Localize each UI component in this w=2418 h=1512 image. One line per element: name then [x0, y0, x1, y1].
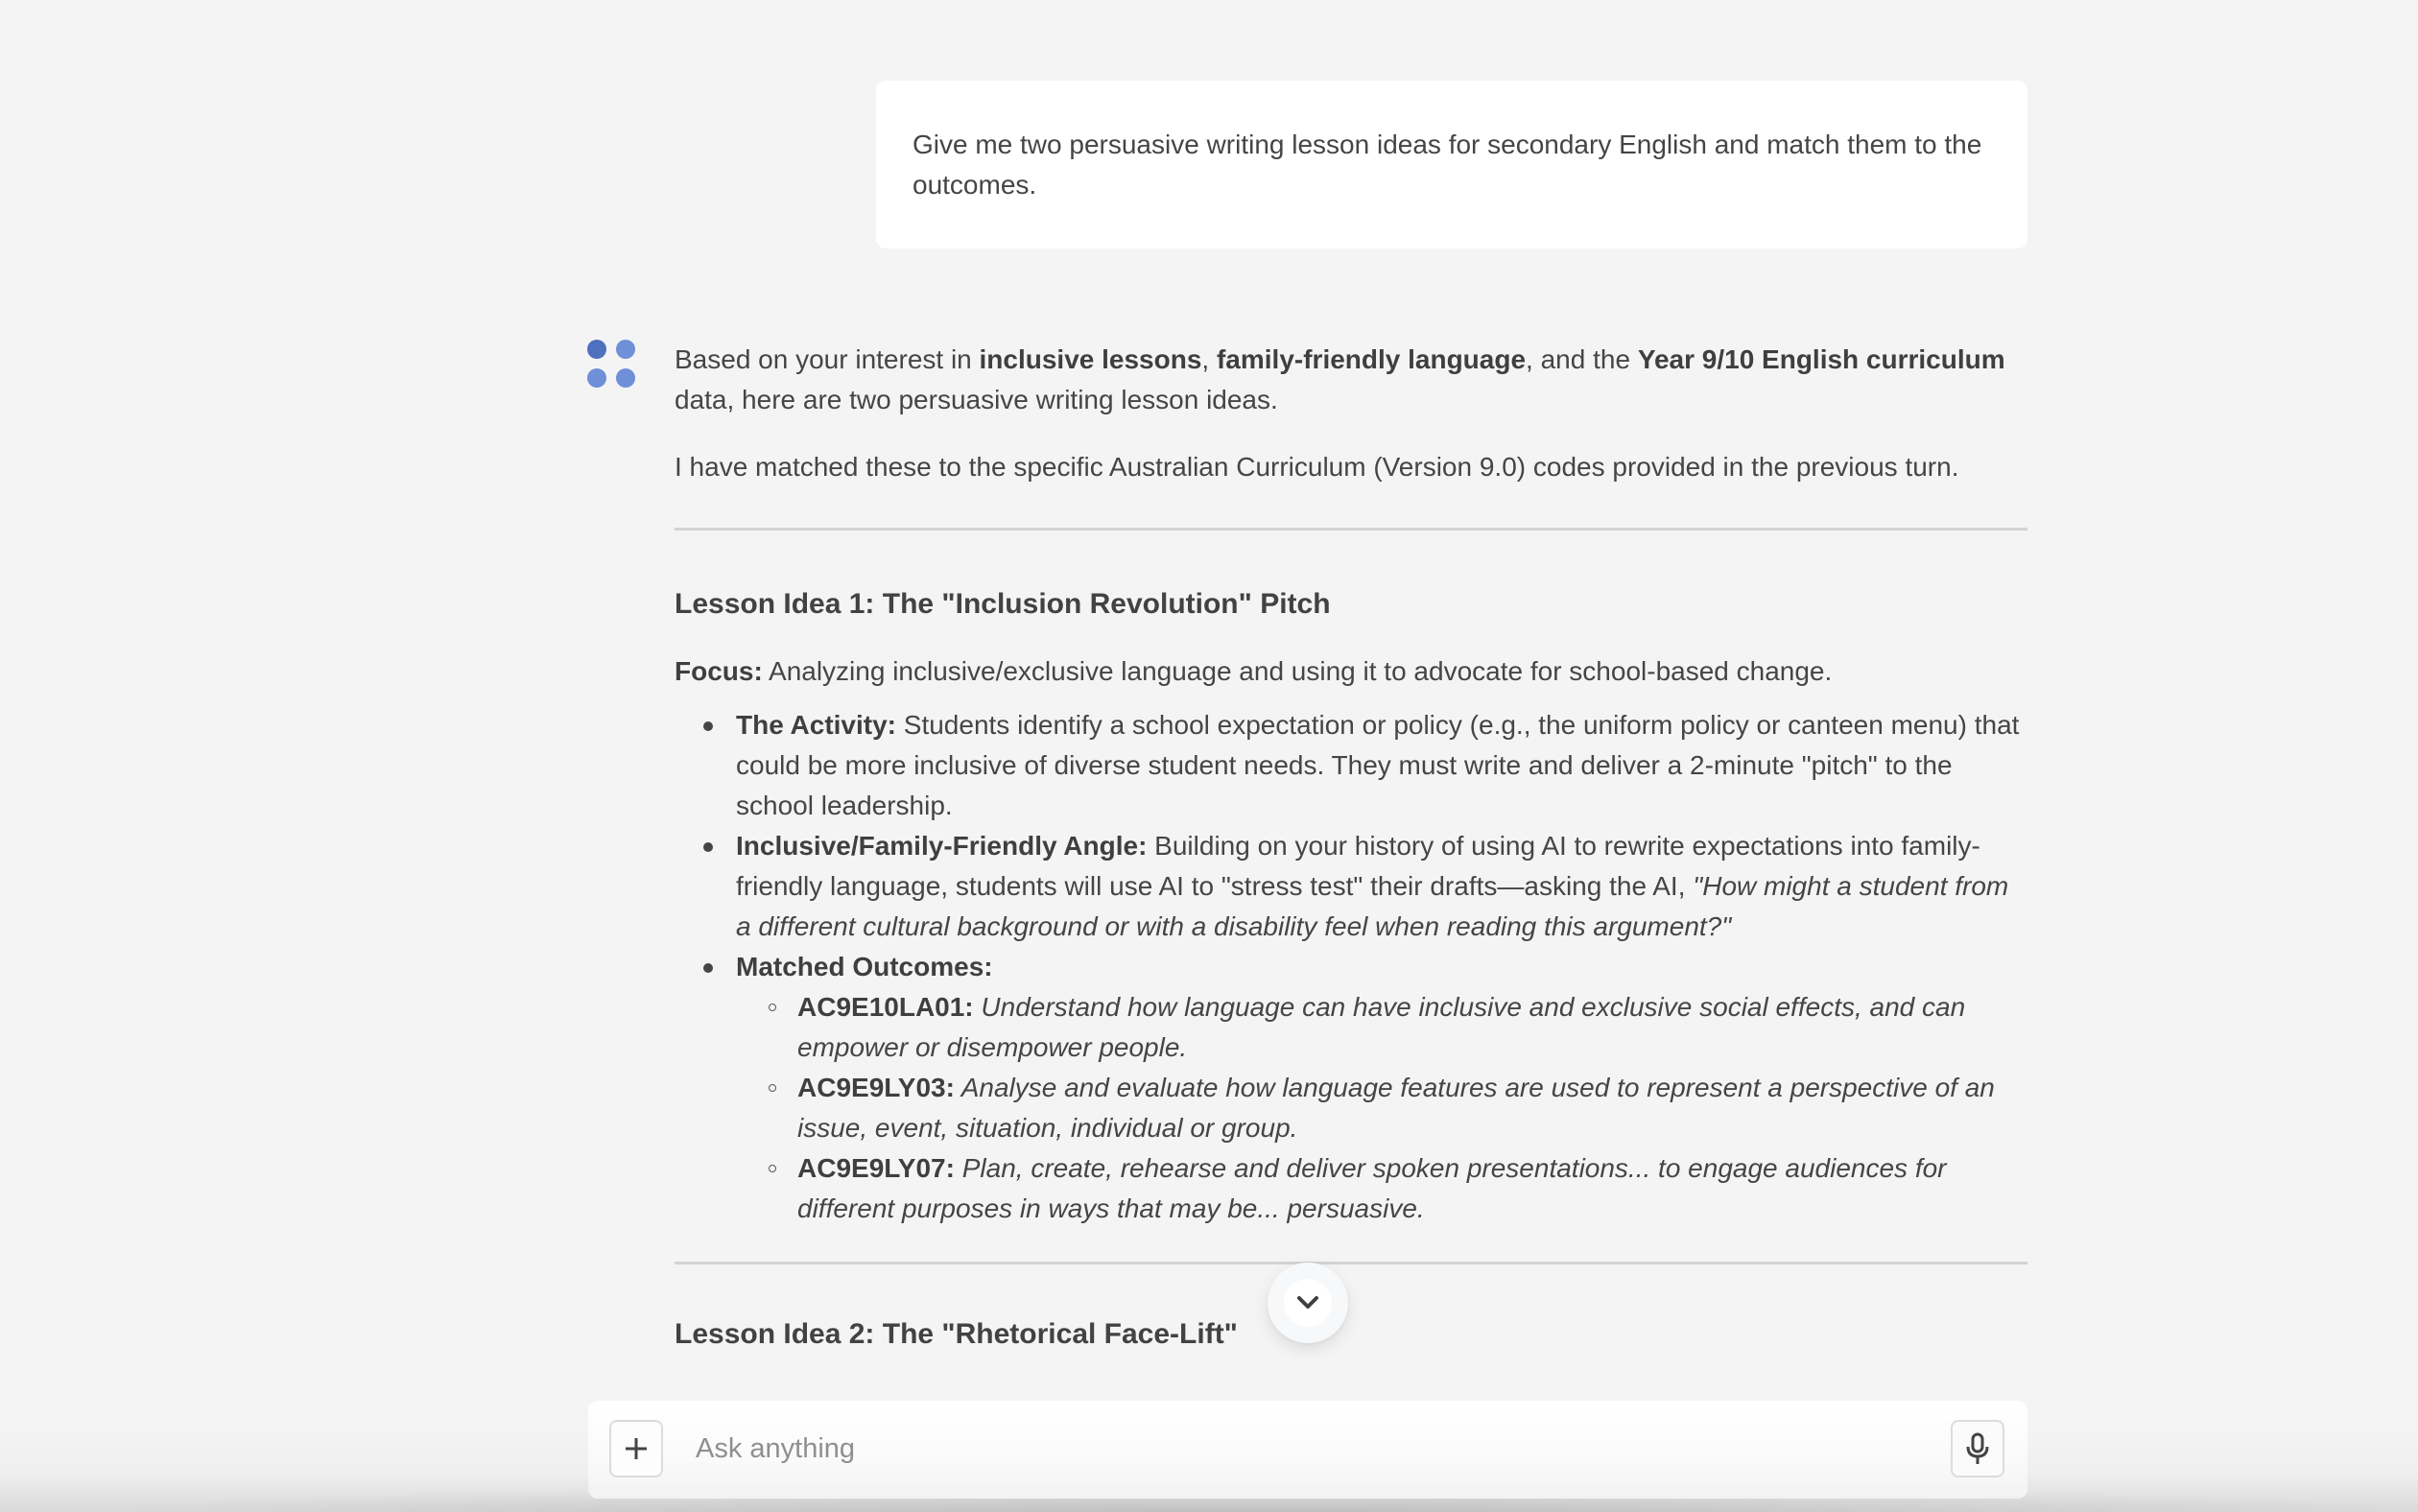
- outcome-code: AC9E9LY07:: [797, 1153, 955, 1183]
- outcome-code: AC9E9LY03:: [797, 1073, 955, 1102]
- divider: [675, 528, 2027, 531]
- user-message-text: Give me two persuasive writing lesson ideas for secondary English and match them to the outcomes.: [913, 130, 1982, 200]
- assistant-avatar-icon: [587, 340, 637, 390]
- outcome-item: [797, 987, 2027, 1068]
- note-paragraph: I have matched these to the specific Australian Curriculum (Version 9.0) codes provided in the previous turn.: [675, 452, 1959, 482]
- voice-input-button[interactable]: [1951, 1420, 2004, 1477]
- avatar-dot: [616, 340, 635, 359]
- lesson-1-focus: [675, 651, 2027, 692]
- bullet-text: Students identify a school expectation or policy (e.g., the uniform policy or canteen menu) that could be more inclusive of diverse student needs. They must write and deliver a 2-minute "pitch" to the school leadership.: [736, 710, 2020, 820]
- avatar-dot: [616, 368, 635, 388]
- lesson-1-bullets: [675, 705, 2027, 1229]
- assistant-message: [675, 340, 2027, 1355]
- outcome-item: [797, 1148, 2027, 1229]
- outcomes-list: [736, 987, 2027, 1229]
- outcome-item: [797, 1068, 2027, 1148]
- intro-text: data, here are two persuasive writing lesson ideas.: [675, 385, 1278, 414]
- focus-label: Focus:: [675, 656, 763, 686]
- outcome-text: Understand how language can have inclusive and exclusive social effects, and can empower or disempower people.: [797, 992, 1966, 1062]
- intro-paragraph: [675, 340, 2027, 420]
- bullet-activity: [736, 705, 2027, 826]
- intro-text: , and the: [1526, 344, 1638, 374]
- chevron-down-icon: [1295, 1294, 1320, 1311]
- intro-bold-curriculum: Year 9/10 English curriculum: [1637, 344, 2005, 374]
- bullet-italic-question: "How might a student from a different cultural background or with a disability feel when reading this argument?": [736, 871, 2009, 941]
- bullet-inclusive-angle: [736, 826, 2027, 947]
- scroll-to-bottom-button[interactable]: [1268, 1263, 1348, 1343]
- avatar-dot: [587, 340, 606, 359]
- plus-icon: [624, 1436, 649, 1461]
- outcome-code: AC9E10LA01:: [797, 992, 974, 1022]
- focus-text: Analyzing inclusive/exclusive language and using it to advocate for school-based change.: [762, 656, 1833, 686]
- bullet-text: Building on your history of using AI to rewrite expectations into family-friendly language, students will use AI to "stress test" their drafts—asking the AI,: [736, 831, 1980, 901]
- bullet-label: Inclusive/Family-Friendly Angle:: [736, 831, 1148, 861]
- intro-bold-family-friendly: family-friendly language: [1216, 344, 1527, 374]
- bullet-matched-outcomes: [736, 947, 2027, 1229]
- intro-text: Based on your interest in: [675, 344, 980, 374]
- intro-text: ,: [1201, 344, 1217, 374]
- outcome-text: Analyse and evaluate how language features are used to represent a perspective of an issue, event, situation, individual or group.: [797, 1073, 1995, 1143]
- intro-bold-inclusive-lessons: inclusive lessons: [979, 344, 1202, 374]
- divider: [675, 1262, 2027, 1264]
- scroll-button-inner: [1284, 1279, 1332, 1327]
- message-composer: [588, 1401, 2027, 1499]
- bullet-label: The Activity:: [736, 710, 896, 740]
- lesson-2-title: Lesson Idea 2: The "Rhetorical Face-Lift": [675, 1318, 1238, 1350]
- lesson-1-title: Lesson Idea 1: The "Inclusion Revolution" Pitch: [675, 588, 1331, 620]
- outcome-text: Plan, create, rehearse and deliver spoken presentations... to engage audiences for different purposes in ways that may be... persuasive.: [797, 1153, 1947, 1223]
- add-attachment-button[interactable]: [609, 1420, 663, 1477]
- bullet-label: Matched Outcomes:: [736, 952, 993, 981]
- microphone-icon: [1965, 1432, 1990, 1465]
- avatar-dot: [587, 368, 606, 388]
- message-input[interactable]: [696, 1426, 1895, 1472]
